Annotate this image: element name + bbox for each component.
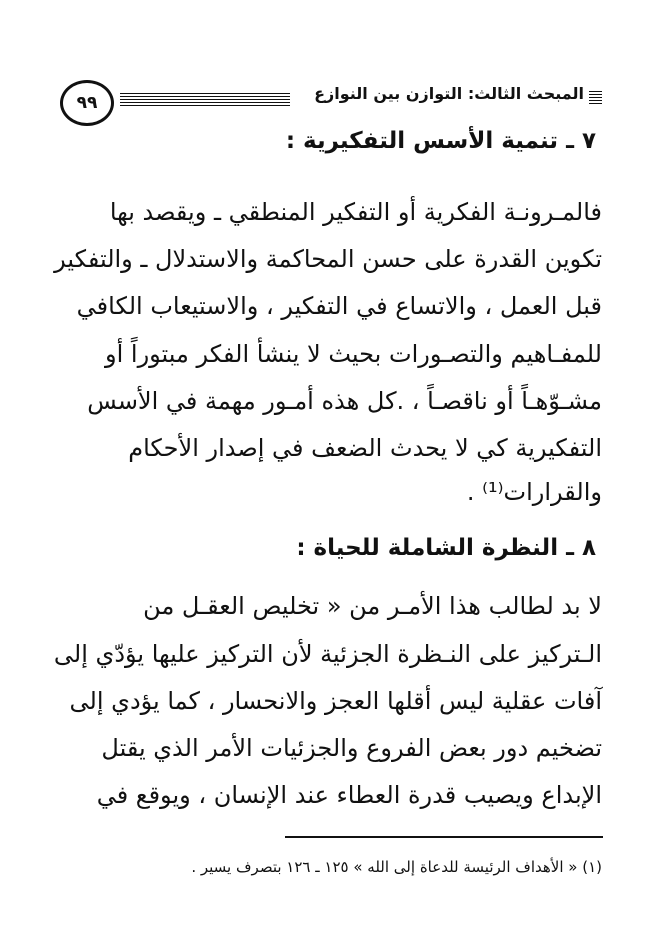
page-number: ٩٩ (60, 80, 114, 126)
section-heading-7: ٧ ـ تنمية الأسس التفكيرية : (285, 128, 596, 154)
paragraph-line: تضخيم دور بعض الفروع والجزئيات الأمر الذي يقتل (101, 734, 602, 762)
paragraph-line: التفكيرية كي لا يحدث الضعف في إصدار الأحكام (128, 434, 602, 462)
paragraph-line: قبل العمل ، والاتساع في التفكير ، والاستيعاب الكافي (76, 292, 602, 320)
running-header (50, 80, 602, 124)
paragraph-line: والقرارات⁽¹⁾ . (466, 478, 602, 506)
paragraph-line: آفات عقلية ليس أقلها العجز والانحسار ، كما يؤدي إلى (69, 687, 602, 715)
paragraph-line: للمفـاهيم والتصـورات بحيث لا ينشأ الفكر مبتوراً أو (105, 340, 602, 368)
header-mark (589, 91, 602, 104)
header-title: المبحث الثالث: التوازن بين النوازع (314, 84, 584, 103)
paragraph-line: تكوين القدرة على حسن المحاكمة والاستدلال ـ والتفكير (54, 245, 602, 273)
section-heading-8: ٨ ـ النظرة الشاملة للحياة : (296, 535, 596, 561)
paragraph-line: فالمـرونـة الفكرية أو التفكير المنطقي ـ ويقصد بها (109, 198, 602, 226)
paragraph-line: لا بد لطالب هذا الأمـر من « تخليص العقـل من (143, 592, 602, 620)
paragraph-line: الإبداع ويصيب قدرة العطاء عند الإنسان ، ويوقع في (96, 781, 602, 809)
footnote-rule (285, 836, 603, 838)
paragraph-line: الـتركيز على النـظرة الجزئية لأن التركيز عليها يؤدّي إلى (53, 640, 602, 668)
footnote: (١) « الأهداف الرئيسة للدعاة إلى الله » ١٢٥ ـ ١٢٦ بتصرف يسير . (191, 858, 602, 876)
header-rule (120, 93, 290, 106)
paragraph-line: مشـوّهـاً أو ناقصـاً ، .كل هذه أمـور مهمة في الأسس (87, 387, 602, 415)
